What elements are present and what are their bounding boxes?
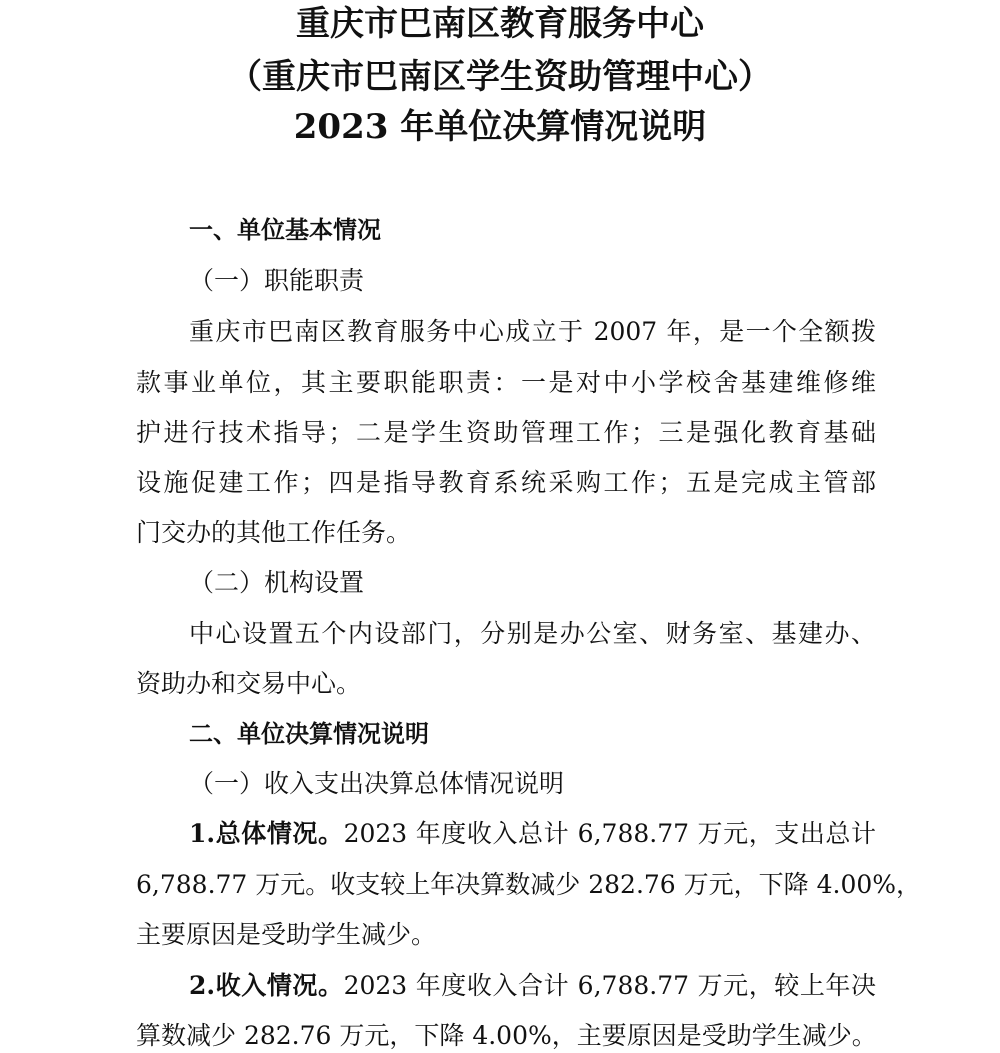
paragraph-line: [189, 969, 876, 1003]
section-1-sub-2-heading: （二）机构设置: [189, 568, 365, 597]
section-1-sub-1-heading: （一）职能职责: [189, 266, 365, 295]
title-line-1: 重庆市巴南区教育服务中心: [296, 4, 704, 44]
section-1-heading: 一、单位基本情况: [189, 216, 381, 244]
paragraph-line: 设施促建工作；四是指导教育系统采购工作；五是完成主管部: [136, 468, 876, 497]
paragraph-line: 款事业单位，其主要职能职责：一是对中小学校舍基建维修维: [136, 368, 876, 397]
paragraph-label: 1.总体情况。: [189, 819, 344, 848]
title-line-2: （重庆市巴南区学生资助管理中心）: [228, 57, 772, 97]
paragraph-line: 护进行技术指导；二是学生资助管理工作；三是强化教育基础: [136, 418, 876, 447]
paragraph-line: 算数减少 282.76 万元，下降 4.00%，主要原因是受助学生减少。: [136, 1021, 877, 1050]
paragraph-line: 中心设置五个内设部门，分别是办公室、财务室、基建办、: [189, 619, 876, 648]
title-line-3: 2023 年单位决算情况说明: [293, 107, 707, 147]
section-2-heading: 二、单位决算情况说明: [189, 720, 429, 748]
section-2-sub-1-heading: （一）收入支出决算总体情况说明: [189, 769, 565, 798]
paragraph-line: 资助办和交易中心。: [136, 669, 362, 698]
paragraph-label: 2.收入情况。: [189, 971, 344, 1000]
paragraph-line: 主要原因是受助学生减少。: [136, 920, 437, 949]
paragraph-line: 门交办的其他工作任务。: [136, 518, 412, 547]
paragraph-line: 重庆市巴南区教育服务中心成立于 2007 年，是一个全额拨: [189, 317, 876, 346]
paragraph-line: 6,788.77 万元。收支较上年决算数减少 282.76 万元，下降 4.00%，: [136, 870, 922, 899]
paragraph-line: [189, 817, 876, 851]
paragraph-text: 2023 年度收入总计 6,788.77 万元，支出总计: [343, 819, 876, 848]
paragraph-text: 2023 年度收入合计 6,788.77 万元，较上年决: [343, 971, 876, 1000]
